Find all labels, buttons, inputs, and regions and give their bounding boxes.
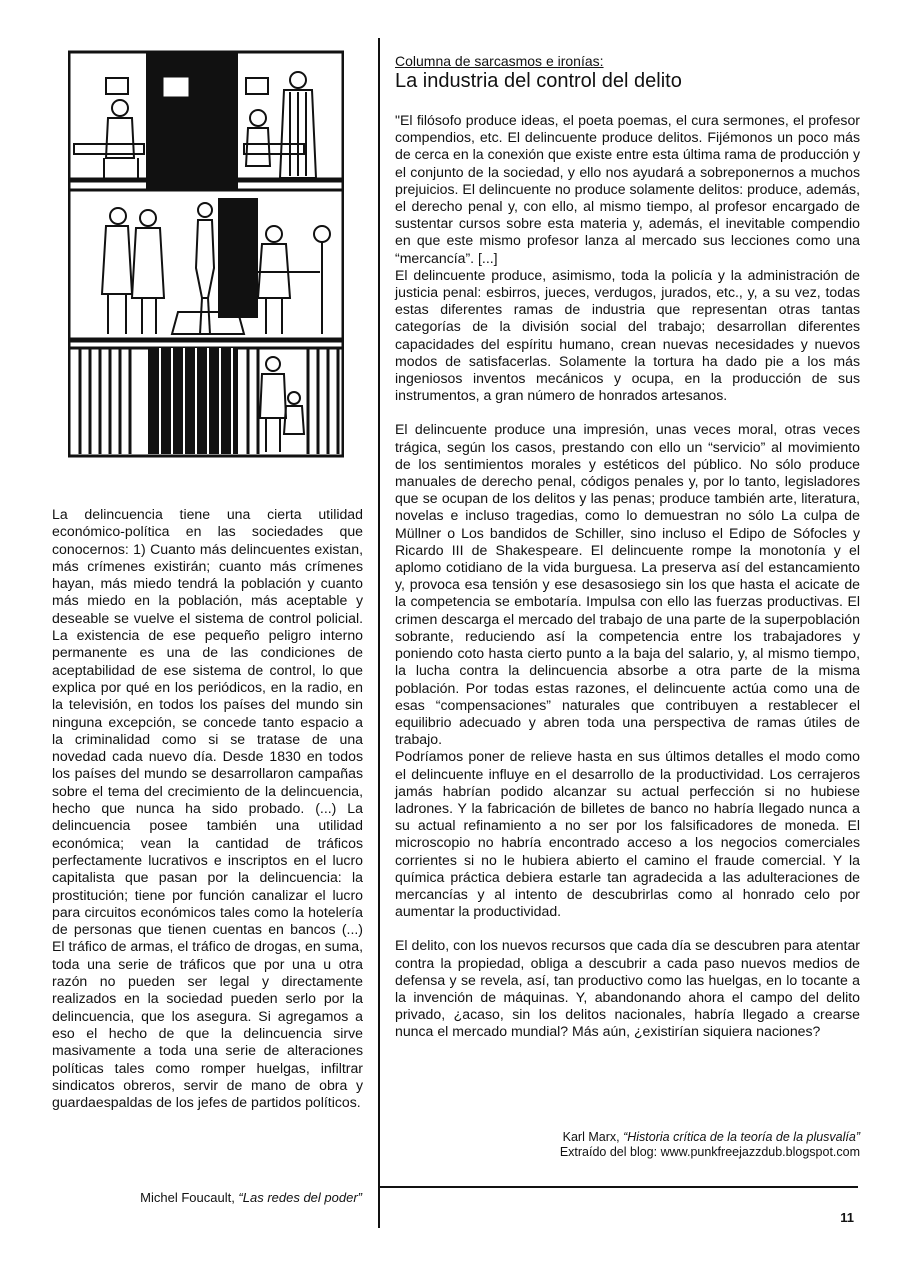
paragraph: "El filósofo produce ideas, el poeta poemas, el cura sermones, el profesor compendios, etc. El delincuente produce delitos. Fijémonos un poco más de cerca en la conexión que existe entre esta última rama de producción y el conjunto de la sociedad, y ello nos ayudará a sobreponernos a muchos prejuicios. El delincuente no produce solamente delitos: produce, además, el derecho penal y, con ello, al mismo tiempo, al profesor encargado de sustentar cursos sobre esta materia y, además, el inevitable compendio en que este mismo profesor lanza al mercado sus lecciones como una “mercancía”. [...] (395, 112, 860, 266)
column-kicker: Columna de sarcasmos e ironías: (395, 53, 604, 69)
foucault-citation (52, 1190, 362, 1205)
paragraph: Podríamos poner de relieve hasta en sus últimos detalles el modo como el delincuente influye en el desarrollo de la productividad. Los cerrajeros jamás habrían podido alcanzar su actual perfección si no hubiese ladrones. Y la fabricación de billetes de banco no habría llegado nunca a su actual refinamiento a no ser por los falsificadores de moneda. El microscopio no habría encontrado acceso a los negocios comerciales corrientes si no le hubiera abierto el camino el fraude comercial. Y la química práctica debiera estarle tan agradecida a las adulteraciones de mercancías y al intento de descubrirlas como al honrado celo por aumentar la productividad. (395, 748, 860, 920)
source-citation (430, 1130, 860, 1145)
source-work: “Historia crítica de la teoría de la plusvalía” (623, 1130, 860, 1144)
article-title: La industria del control del delito (395, 70, 682, 92)
foucault-quote: La delincuencia tiene una cierta utilidad económico-política en las sociedades que conocernos: 1) Cuanto más delincuentes existan, más crímenes existirán; cuanto más crímenes hayan, más miedo tendrá la población y cuanto más miedo en la población, más aceptable y deseable se vuelve el sistema de control policial. La existencia de ese pequeño peligro interno permanente es una de las condiciones de aceptabilidad de ese sistema de control, lo que explica por qué en los periódicos, en la radio, en la televisión, en todos los países del mundo sin ninguna excepción, se concede tanto espacio a la criminalidad como si se tratase de una novedad cada nuevo día. Desde 1830 en todos los países del mundo se desarrollaron campañas sobre el tema del crecimiento de la delincuencia, hecho que nunca ha sido probado. (...) La delincuencia posee también una utilidad económica; vean la cantidad de tráficos perfectamente lucrativos e inscriptos en el lucro capitalista que pasan por la delincuencia: la prostitución; tiene por función canalizar el lucro para circuitos económicos tales como la hotelería de personas que tienen cuentas en bancos (...) El tráfico de armas, el tráfico de drogas, en suma, toda una serie de tráficos que por una u otra razón no pueden ser legal y directamente realizados en la sociedad pueden serlo por la delincuencia, que los asegura. Si agregamos a eso el hecho de que la delincuencia sirve masivamente a toda una serie de alteraciones políticas tales como romper huelgas, infiltrar sindicatos obreros, servir de mano de obra y guardaespaldas de los jefes de partidos políticos. (52, 506, 363, 1111)
column-divider (378, 38, 380, 1228)
marx-source (430, 1130, 860, 1160)
footer-divider (380, 1186, 858, 1188)
marx-text (395, 112, 860, 1041)
paragraph: El delito, con los nuevos recursos que cada día se descubren para atentar contra la propiedad, obliga a descubrir a cada paso nuevos medios de defensa y se revela, así, tan productivo como las huelgas, en lo tocante a la invención de máquinas. Y, abandonando ahora el campo del delito privado, ¿acaso, sin los delitos nacionales, habría llegado a crearse nunca el mercado mundial? Más aún, ¿existirían siquiera naciones? (395, 937, 860, 1040)
paragraph: El delincuente produce, asimismo, toda la policía y la administración de justicia penal: esbirros, jueces, verdugos, jurados, etc., y, a su vez, todas estas diferentes ramas de industria que representan otras tantas categorías de la división social del trabajo; desarrollan diferentes capacidades del espíritu humano, crean nuevas necesidades y nuevos modos de satisfacerlas. Solamente la tortura ha dado pie a los más ingeniosos inventos mecánicos y ocupa, en la producción de sus instrumentos, a gran número de honrados artesanos. (395, 266, 860, 404)
source-blog: Extraído del blog: www.punkfreejazzdub.blogspot.com (559, 1145, 860, 1159)
source-author: Karl Marx, (562, 1130, 624, 1144)
illustration-drawing (68, 48, 344, 458)
citation-author: Michel Foucault, (140, 1190, 239, 1205)
paragraph: El delincuente produce una impresión, unas veces moral, otras veces trágica, según los casos, prestando con ello un “servicio” al movimiento de los sentimientos morales y estéticos del público. No sólo produce manuales de derecho penal, códigos penales y, por lo tanto, legisladores que se ocupan de los delitos y las penas; produce también arte, literatura, novelas e incluso tragedias, como lo demuestran no sólo La culpa de Müllner o Los bandidos de Schiller, sino incluso el Edipo de Sófocles y Ricardo III de Shakespeare. El delincuente rompe la monotonía y el aplomo cotidiano de la vida burguesa. La preserva así del estancamiento y, provoca esa tensión y ese desasosiego sin los que hasta el acicate de la competencia se embotaría. Impulsa con ello las fuerzas productivas. El crimen descarga el mercado del trabajo de una parte de la superpoblación sobrante, reduciendo así la competencia entre los trabajadores y poniendo coto hasta cierto punto a la baja del salario, y, al mismo tiempo, la lucha contra la delincuencia absorbe a otra parte de la misma población. Por todas estas razones, el delincuente actúa como una de esas “compensaciones” naturales que contribuyen a restablecer el equilibrio adecuado y abren toda una perspectiva de ramas útiles de trabajo. (395, 421, 860, 748)
page-number: 11 (840, 1210, 854, 1225)
prison-surveillance-illustration (68, 48, 344, 458)
citation-work: “Las redes del poder” (238, 1190, 362, 1205)
